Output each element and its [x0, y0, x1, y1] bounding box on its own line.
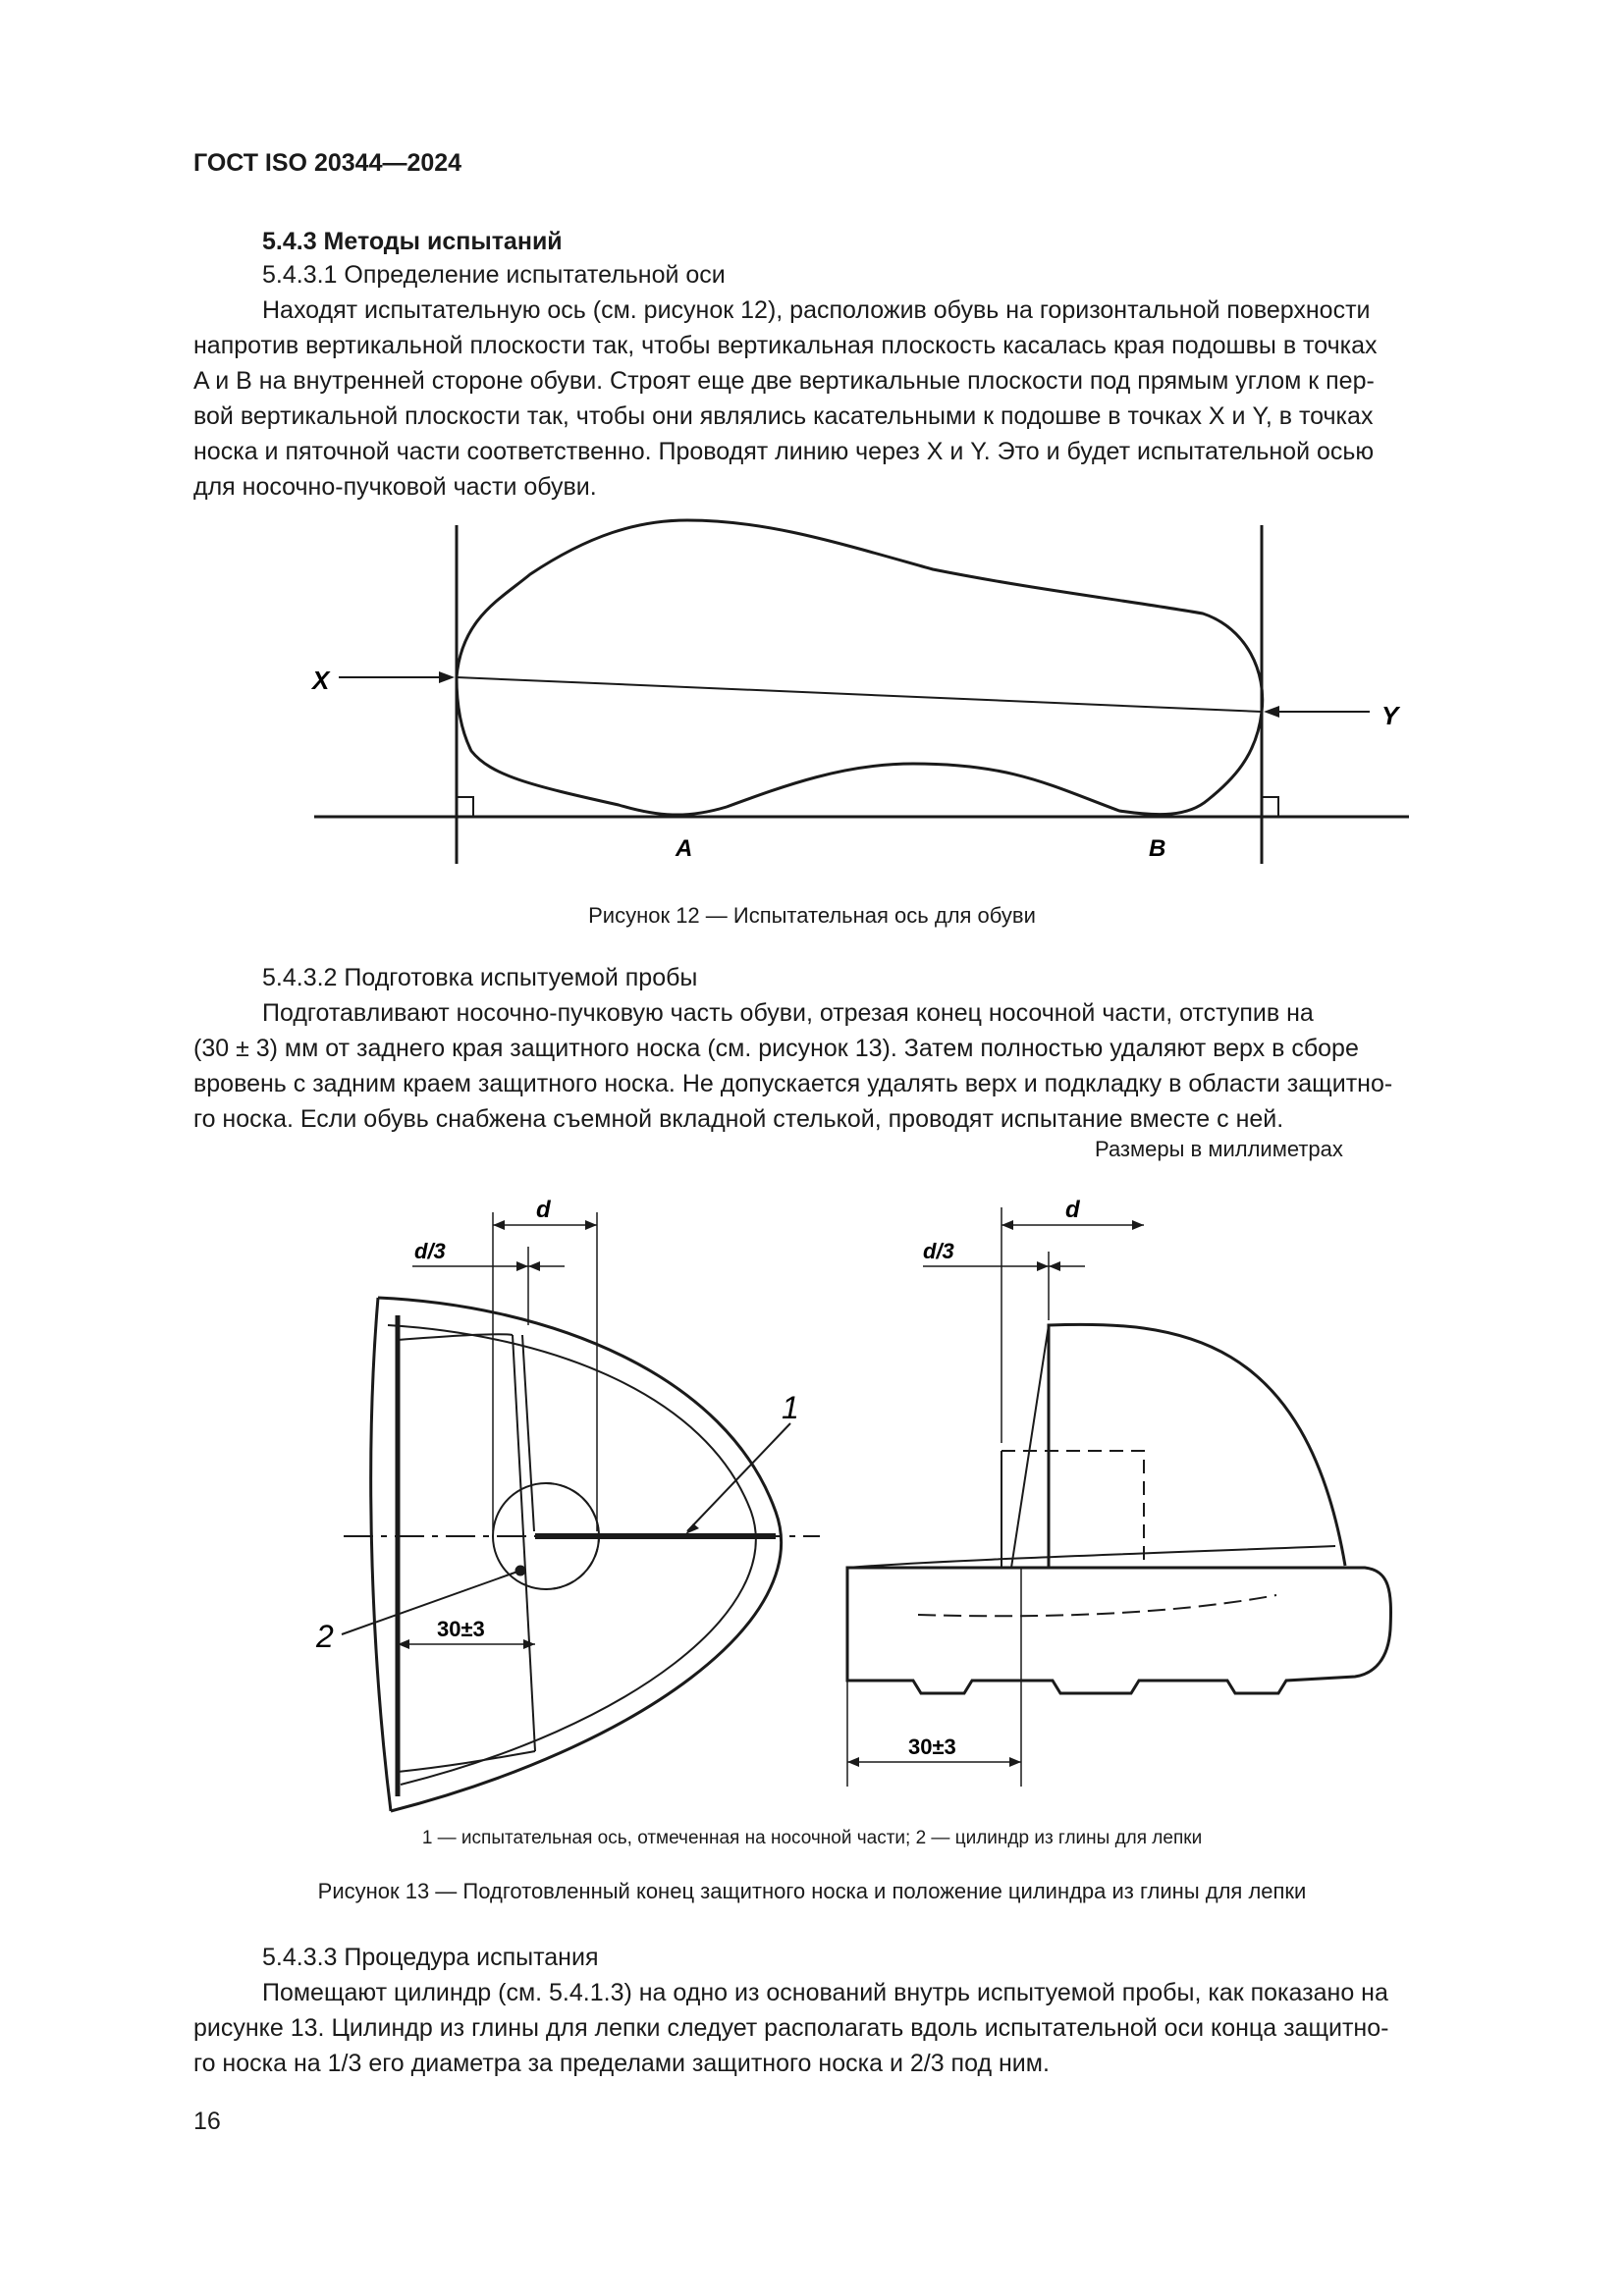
para-line: Находят испытательную ось (см. рисунок 12), расположив обувь на горизонтальной поверхности: [262, 296, 1371, 324]
para-line: носка и пяточной части соответственно. Проводят линию через X и Y. Это и будет испытательной осью: [193, 438, 1375, 465]
insole-dashed-line: [918, 1595, 1276, 1616]
para-line: рисунке 13. Цилиндр из глины для лепки следует располагать вдоль испытательной оси конца защитно-: [193, 2014, 1389, 2042]
callout-1-leader: [687, 1423, 790, 1531]
callout-2-leader: [342, 1571, 520, 1634]
para-line: напротив вертикальной плоскости так, чтобы вертикальная плоскость касалась края подошвы в точках: [193, 332, 1378, 359]
right-angle-marker-left: [457, 797, 473, 817]
para-line: Подготавливают носочно-пучковую часть обуви, отрезая конец носочной части, отступив на: [262, 999, 1314, 1027]
figure-13-diagram: [0, 1198, 1624, 1816]
toecap-rear-line: [513, 1335, 535, 1751]
test-axis-line: [457, 677, 1262, 712]
y-arrowhead: [1264, 706, 1279, 718]
fig13-right-arrowheads: [847, 1220, 1144, 1767]
right-angle-marker-right: [1262, 797, 1278, 817]
figure-12-diagram: [0, 510, 1624, 903]
label-d3-left: d/3: [414, 1239, 446, 1263]
paragraph-test-procedure: [193, 1975, 1507, 2081]
toecap-back-edge: [371, 1298, 391, 1811]
shoe-sole-outline: [457, 520, 1263, 815]
label-x: X: [312, 666, 330, 695]
label-b: B: [1149, 835, 1166, 862]
para-line: A и B на внутренней стороне обуви. Строят еще две вертикальные плоскости под прямым углом к пер-: [193, 367, 1375, 395]
upper-edge-line: [847, 1546, 1335, 1568]
label-d-right: d: [1065, 1198, 1080, 1223]
clay-cylinder-side-dashed: [1001, 1451, 1144, 1568]
page-number: 16: [193, 2108, 221, 2135]
section-heading-5-4-3: 5.4.3 Методы испытаний: [262, 228, 563, 255]
label-y: Y: [1381, 701, 1399, 730]
subsection-heading-5-4-3-1: 5.4.3.1 Определение испытательной оси: [262, 261, 726, 289]
units-note: Размеры в миллиметрах: [1095, 1137, 1343, 1161]
para-line: вой вертикальной плоскости так, чтобы они являлись касательными к подошве в точках X и Y, в точках: [193, 402, 1374, 430]
para-line: го носка. Если обувь снабжена съемной вкладной стелькой, проводят испытание вместе с ней.: [193, 1105, 1284, 1133]
para-line: Помещают цилиндр (см. 5.4.1.3) на одно из оснований внутрь испытуемой пробы, как показано на: [262, 1979, 1388, 2006]
para-line: для носочно-пучковой части обуви.: [193, 473, 597, 501]
toecap-outer-outline: [378, 1298, 782, 1811]
callout-1-label: 1: [782, 1390, 799, 1425]
toecap-side-outline: [1049, 1324, 1345, 1568]
fig13-left-arrowheads: [398, 1220, 699, 1649]
sole-side-profile: [847, 1568, 1391, 1693]
para-line: (30 ± 3) мм от заднего края защитного носка (см. рисунок 13). Затем полностью удаляют верх в сборе: [193, 1035, 1359, 1062]
paragraph-test-axis: [193, 293, 1507, 505]
callout-2-label: 2: [316, 1619, 334, 1654]
x-arrowhead: [439, 671, 455, 683]
toecap-inner-outline: [388, 1325, 756, 1785]
figure-12-caption: Рисунок 12 — Испытательная ось для обуви: [588, 903, 1036, 928]
para-line: вровень с задним краем защитного носка. Не допускается удалять верх и подкладку в области защитно-: [193, 1070, 1393, 1097]
figure-13-caption: Рисунок 13 — Подготовленный конец защитного носка и положение цилиндра из глины для лепки: [317, 1879, 1307, 1903]
subsection-heading-5-4-3-2: 5.4.3.2 Подготовка испытуемой пробы: [262, 964, 698, 991]
para-line: го носка на 1/3 его диаметра за пределами защитного носка и 2/3 под ним.: [193, 2050, 1050, 2077]
figure-13-legend: 1 — испытательная ось, отмеченная на носочной части; 2 — цилиндр из глины для лепки: [421, 1828, 1203, 1848]
callout-2-dot: [516, 1567, 524, 1575]
label-d-left: d: [536, 1198, 551, 1223]
toecap-lining-bottom: [398, 1751, 535, 1772]
label-d3-right: d/3: [923, 1239, 954, 1263]
subsection-heading-5-4-3-3: 5.4.3.3 Процедура испытания: [262, 1944, 599, 1971]
toecap-side-rear-line: [1011, 1325, 1049, 1568]
document-header: ГОСТ ISO 20344—2024: [193, 149, 462, 177]
label-30-right: 30±3: [908, 1735, 956, 1759]
toecap-rear-line-inner: [522, 1335, 534, 1531]
label-a: A: [676, 835, 693, 862]
label-30-left: 30±3: [437, 1617, 485, 1641]
paragraph-sample-prep: [193, 995, 1507, 1137]
